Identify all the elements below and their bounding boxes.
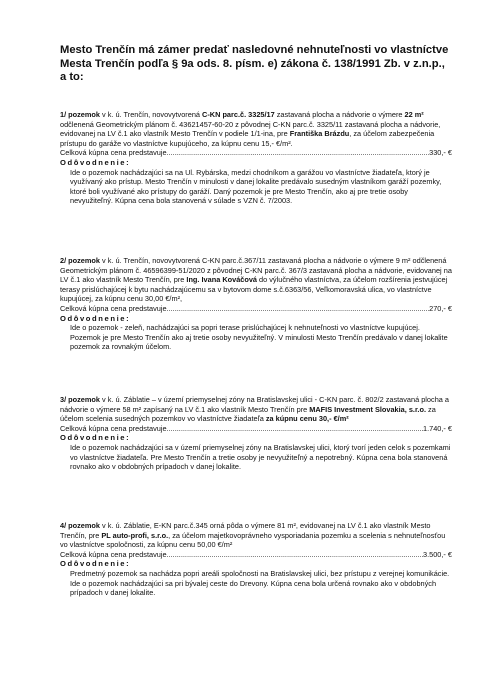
total-price-value: 270,- € — [429, 303, 452, 313]
item-text: , za účelom majetkovoprávneho vysporiadania pozemku a scelenia s nehnuteľnosťou vo vlastníctve spoločnosti, za kúpnu cenu 50,00 €/m² — [60, 530, 446, 550]
item-3 — [60, 395, 452, 472]
justification-text: Ide o pozemok nachádzajúci sa na Ul. Rybárska, medzi chodníkom a garážou vo vlastníctve žiadateľa, ktorý je využívaný ako prístup. Mesto Trenčín v minulosti v danej lokalite predávalo susedným vlastníkom garáží pozemky, ktoré boli využívané ako prístupy do garáží. Daný pozemok je pre Mesto Trenčín, ako aj pre tretie osoby nevyužiteľný. Kúpna cena bola stanovená v súlade s VZN č. 7/2003. — [70, 167, 442, 206]
justification-text: Ide o pozemok nachádzajúci sa v území priemyselnej zóny na Bratislavskej ulici, ktorý tvorí jeden celok s pozemkami vo vlastníctve žiadateľa. Pre Mesto Trenčín a tretie osoby je nevyužiteľný a nepotrebný. Kúpna cena bola stanovená rovnako ako v obdobných prípadoch v danej lokalite. — [70, 442, 451, 472]
item-text: zastavaná plocha a nádvorie o výmere — [274, 110, 405, 119]
item-text: v k. ú. Trenčín, novovytvorená C-KN parc.č.367/11 zastavaná plocha a nádvorie o výmere 9 m² odčlenená Geometrickým plánom č. 46596399-51/2020 z pôvodnej C-KN parc.č. 367/3 zastavaná plocha a nádvorie, evidovanej na LV č.1 ako vlastník Mesto Trenčín, pre — [60, 256, 452, 285]
justification-heading: Odôvodnenie: — [60, 433, 131, 443]
total-price-label: Celková kúpna cena predstavuje — [60, 549, 167, 559]
item-subject: pozemok — [66, 521, 100, 530]
item-text: v k. ú. Záblatie, E-KN parc.č.345 orná pôda o výmere 81 m², evidovanej na LV č.1 ako vlastník Mesto Trenčín, pre — [60, 521, 431, 540]
total-price-label: Celková kúpna cena predstavuje — [60, 148, 167, 158]
dot-leader — [167, 148, 430, 158]
item-number: 2/ — [60, 256, 67, 265]
item-text: do výlučného vlastníctva, za účelom rozšírenia jestvujúcej terasy prislúchajúcej k bytu nachádzajúcemu sa v bytovom dome s.č.6363/56, Veľkomoravská ulica, vo vlastníctve kupujúcej, za kúpnu cenu 30,00 €/m², — [60, 275, 448, 304]
item-4-text — [60, 521, 452, 550]
total-price-line — [60, 550, 452, 560]
justification-heading: Odôvodnenie: — [60, 157, 131, 167]
buyer-name: Františka Brázdu — [289, 129, 350, 139]
parcel-number: C-KN parc.č. 3325/17 — [202, 110, 275, 119]
total-price-value: 330,- € — [429, 148, 452, 158]
item-subject: pozemok — [66, 395, 100, 404]
item-3-text — [60, 395, 452, 424]
justification-heading: Odôvodnenie: — [60, 313, 131, 323]
price-per-m2: za kúpnu cenu 30,- €/m² — [265, 414, 349, 424]
item-1 — [60, 110, 452, 206]
dot-leader — [167, 424, 423, 434]
buyer-name: PL auto-profi, s.r.o. — [101, 530, 169, 540]
document-title: Mesto Trenčín má zámer predať nasledovné nehnuteľnosti vo vlastníctve Mesta Trenčín podľa § 9a ods. 8. písm. e) zákona č. 138/1991 Zb. v z.n.p., a to: — [60, 44, 449, 84]
area-value: 22 m² — [404, 110, 424, 119]
total-price-label: Celková kúpna cena predstavuje — [60, 423, 167, 433]
item-number: 4/ — [60, 521, 67, 530]
item-2 — [60, 256, 452, 352]
total-price-value: 1.740,- € — [423, 423, 452, 433]
total-price-label: Celková kúpna cena predstavuje — [60, 303, 167, 313]
dot-leader — [167, 550, 423, 560]
item-number: 1/ — [60, 110, 67, 119]
item-1-text — [60, 110, 452, 148]
total-price-line — [60, 424, 452, 434]
item-subject: pozemok — [66, 256, 100, 265]
item-text: v k. ú. Záblatie – v území priemyselnej zóny na Bratislavskej ulici - C-KN parc. č. 802/2 zastavaná plocha a nádvorie o výmere 58 m² zapísaný na LV č.1 ako vlastník Mesto Trenčín pre — [60, 395, 449, 414]
item-text: , za účelom zabezpečenia prístupu do garáže vo vlastníctve kupujúceho, za kúpnu cenu 15,- €/m². — [60, 129, 435, 148]
item-number: 3/ — [60, 395, 67, 404]
buyer-name: Ing. Ivana Kováčová — [186, 275, 258, 285]
item-subject: pozemok — [66, 110, 100, 119]
dot-leader — [167, 304, 430, 314]
total-price-line — [60, 304, 452, 314]
item-text: v k. ú. Trenčín, novovytvorená — [100, 110, 203, 119]
item-2-text — [60, 256, 452, 304]
buyer-name: MAFIS Investment Slovakia, s.r.o. — [309, 404, 426, 414]
justification-heading: Odôvodnenie: — [60, 559, 131, 569]
total-price-line — [60, 148, 452, 158]
item-text: odčlenená Geometrickým plánom č. 43621457-60-20 z pôvodnej C-KN parc.č. 3325/11 zastavaná plocha a nádvorie, evidovanej na LV č.1 ako vlastník Mesto Trenčín v podiele 1/1-ina, pre — [60, 119, 441, 139]
item-4 — [60, 521, 452, 598]
item-text: za účelom scelenia susedných pozemkov vo vlastníctve žiadateľa — [60, 404, 436, 424]
justification-text: Ide o pozemok - zeleň, nachádzajúci sa popri terase prislúchajúcej k nehnuteľnosti vo vlastníctve kupujúcej. Pozemok je pre Mesto Trenčín ako aj tretie osoby nevyužiteľný. V minulosti Mesto Trenčín predávalo v danej lokalite pozemok za rovnakým účelom. — [70, 323, 448, 352]
justification-text: Predmetný pozemok sa nachádza popri areáli spoločnosti na Bratislavskej ulici, bez prístupu z verejnej komunikácie. Ide o pozemok nachádzajúci sa pri bývalej ceste do Drevony. Kúpna cena bola určená rovnako ako v obdobných prípadoch v danej lokalite. — [70, 568, 450, 598]
total-price-value: 3.500,- € — [423, 549, 452, 559]
